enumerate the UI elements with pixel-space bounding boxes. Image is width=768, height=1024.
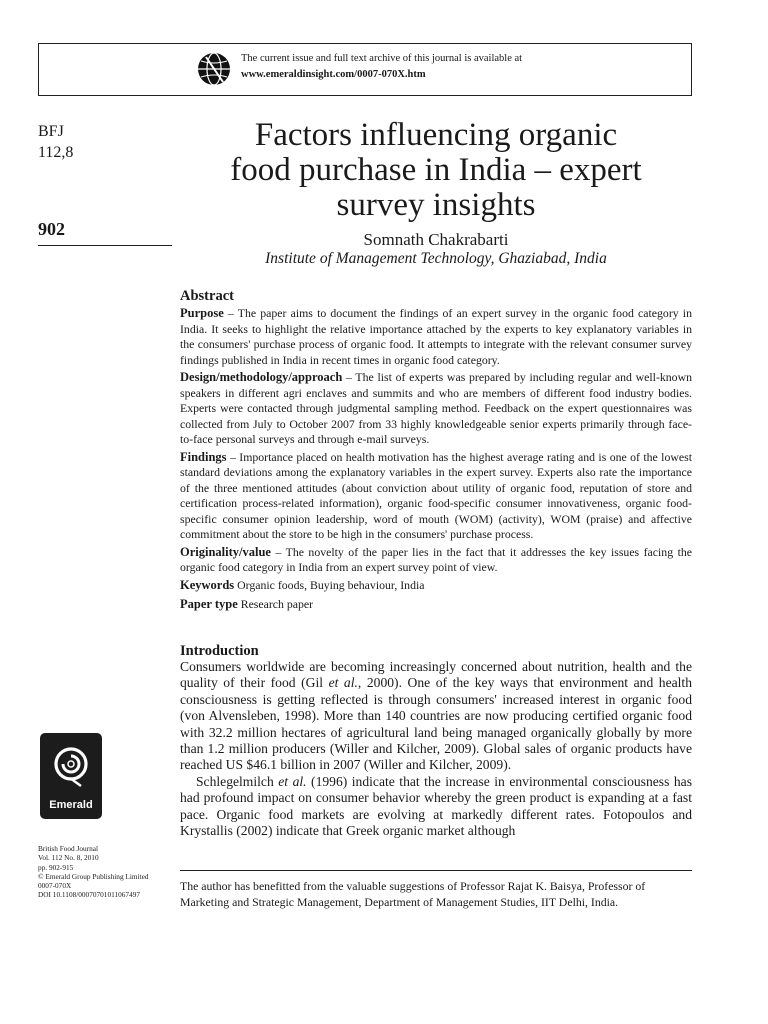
abstract-findings (180, 450, 692, 543)
intro-text: (1996) indicate that the increase in environmental consciousness has had profound impact on consumer behavior whereby the green product is expanding at a fast pace. Organic food markets are evolving at markedly different rates. Fotopoulos and Krystallis (2002) indicate that Greek organic market although (180, 773, 692, 839)
purpose-text: – The paper aims to document the findings of an expert survey in the organic food category in India. It seeks to highlight the relative importance attached by the experts to key explanatory variables in the consumers' purchase process of organic food. It attempts to integrate with the relevant consumer survey findings published in India in recent times in organic food category. (180, 306, 692, 367)
purpose-label: Purpose (180, 306, 224, 320)
header-url-link[interactable]: www.emeraldinsight.com/0007-070X.htm (241, 69, 426, 80)
intro-text: Schlegelmilch (196, 773, 279, 789)
citation-line: Vol. 112 No. 8, 2010 (38, 853, 99, 863)
findings-label: Findings (180, 449, 227, 464)
citation-line: British Food Journal (38, 844, 98, 853)
keywords-label: Keywords (180, 578, 235, 592)
header-availability-text: The current issue and full text archive of this journal is available at (241, 53, 523, 64)
title-line: Factors influencing organic (254, 117, 618, 153)
emerald-logo-icon (50, 740, 92, 792)
title-line: survey insights (336, 187, 536, 223)
author-affiliation: Institute of Management Technology, Ghaziabad, India (265, 250, 607, 267)
intro-etal: et al. (328, 675, 358, 691)
journal-volume-issue: 112,8 (38, 144, 74, 161)
citation-line: © Emerald Group Publishing Limited (38, 871, 149, 881)
author-name: Somnath Chakrabarti (363, 230, 509, 249)
intro-paragraph (180, 774, 692, 840)
paper-type-text: Research paper (237, 597, 314, 611)
footnote-rule (180, 870, 692, 871)
title-line: food purchase in India – expert (230, 152, 642, 188)
journal-citation (38, 844, 149, 900)
introduction-body (180, 659, 692, 839)
footnote: The author has benefitted from the valuable suggestions of Professor Rajat K. Baisya, Professor of Marketing and Strategic Management, Department of Management Studies, IIT Delhi, India. (180, 879, 646, 909)
abstract-heading: Abstract (180, 288, 234, 304)
findings-text: – Importance placed on health motivation has the highest average rating and is one of the lowest standard deviations among the explanatory variables in the expert survey. Experts also rate the importance of the three mentioned attitudes (about conviction about utility of organic food, reputation of store and certification process-related information), organic food-specific consumer innovativeness, organic food-specific consumer opinion leadership, word of mouth (WOM) (activity), WOM (praise) and affective commitment about the store to be high in the consumers' purchase process. (180, 449, 692, 541)
intro-text: , 2000). One of the key ways that environment and health consciousness is getting reflected is through consumers' increased interest in organic food (von Alvensleben, 1998). More than 140 countries are now producing certified organic food with 32.2 million hectares of agricultural land being managed organically globally by more than 1.2 million producers (Willer and Kilcher, 2009). Global sales of organic products have reached US $46.1 billion in 2007 (Willer and Kilcher, 2009). (180, 675, 692, 773)
paper-type-label: Paper type (180, 597, 238, 611)
citation-line: pp. 902-915 (38, 862, 74, 872)
paper-type-line (180, 597, 313, 612)
page-number-rule (38, 245, 172, 246)
abstract-design (180, 370, 692, 448)
abstract-body (180, 306, 692, 578)
intro-text: Consumers worldwide are becoming increasingly concerned about nutrition, health and the quality of their food (Gil (180, 659, 692, 691)
journal-abbreviation: BFJ (38, 123, 64, 140)
design-text: – The list of experts was prepared by including regular and well-known speakers in different agri enclaves and summits and who are members of different food industry bodies. Experts were contacted through judgmental sampling method. Feedback on the expert questionnaires was collected from July to October 2007 from 33 highly knowledgeable senior experts primarily through face-to-face personal surveys and through e-mail surveys. (180, 370, 692, 446)
page-number: 902 (38, 219, 65, 239)
introduction-heading: Introduction (180, 643, 259, 659)
intro-paragraph (180, 659, 692, 774)
keywords-line (180, 578, 425, 593)
intro-etal: et al. (278, 773, 307, 789)
citation-line: DOI 10.1108/00070701011067497 (38, 890, 141, 900)
originality-text: – The novelty of the paper lies in the fact that it addresses the key issues facing the organic food category in India from an expert survey point of view. (180, 544, 692, 574)
globe-icon (197, 52, 231, 86)
abstract-originality (180, 545, 692, 576)
originality-label: Originality/value (180, 544, 271, 559)
keywords-text: Organic foods, Buying behaviour, India (234, 578, 425, 592)
article-title (180, 118, 692, 223)
design-label: Design/methodology/approach (180, 370, 343, 384)
abstract-purpose (180, 306, 692, 368)
citation-line: 0007-070X (38, 881, 72, 891)
emerald-logo-label: Emerald (49, 799, 93, 811)
